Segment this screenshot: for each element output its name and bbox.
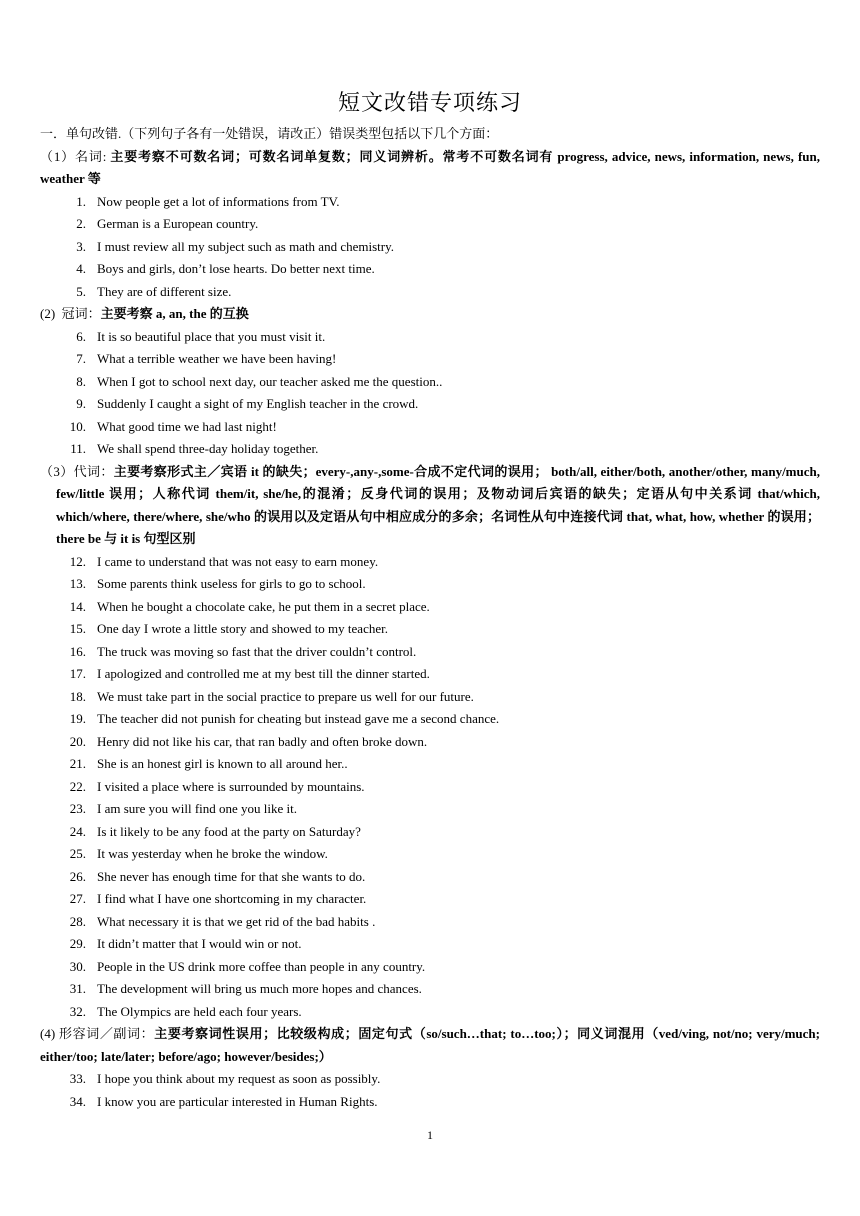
section-description: 主要考察词性误用；比较级构成；固定句式（so/such…that; to…too;）；同义词混用（ved/ving, not/no; very/much; either/too; late/later; before/ago; however/besides;） — [40, 1026, 820, 1064]
item-number: 24. — [69, 823, 86, 839]
item-number: 29. — [69, 936, 86, 951]
item-text: When he bought a chocolate cake, he put them in a secret place. — [97, 598, 430, 614]
item-number: 25. — [69, 846, 86, 861]
item-number: 9. — [76, 396, 86, 411]
item-number: 6. — [76, 328, 86, 344]
item-number: 28. — [69, 913, 86, 929]
item-text: She is an honest girl is known to all around her.. — [97, 756, 348, 771]
item-number: 11. — [70, 441, 86, 456]
list-item — [40, 416, 820, 439]
list-item — [40, 393, 820, 416]
list-item — [40, 596, 820, 619]
list-item — [40, 821, 820, 844]
item-text: I must review all my subject such as math and chemistry. — [97, 238, 395, 254]
item-text: Some parents think useless for girls to go to school. — [97, 576, 366, 591]
list-item — [40, 731, 820, 754]
item-number: 20. — [69, 733, 86, 749]
item-text: I find what I have one shortcoming in my character. — [97, 891, 367, 906]
item-number: 17. — [69, 666, 86, 681]
list-item — [40, 618, 820, 641]
item-number: 14. — [69, 598, 86, 614]
item-text: People in the US drink more coffee than people in any country. — [97, 958, 426, 974]
item-text: Boys and girls, don’t lose hearts. Do better next time. — [97, 261, 375, 276]
list-item — [40, 911, 820, 934]
section-label: (2) 冠词： — [40, 306, 101, 321]
item-text: Now people get a lot of informations from TV. — [97, 193, 340, 209]
item-text: One day I wrote a little story and showed to my teacher. — [97, 621, 388, 636]
item-number: 23. — [69, 801, 86, 816]
list-item — [40, 888, 820, 911]
item-number: 15. — [69, 621, 86, 636]
list-item — [40, 663, 820, 686]
item-number: 18. — [69, 688, 86, 704]
section-label: （3）代词： — [40, 463, 114, 479]
item-number: 33. — [69, 1071, 86, 1086]
item-number: 21. — [69, 756, 86, 771]
item-number: 32. — [69, 1003, 86, 1019]
section-description: 主要考察不可数名词；可数名词单复数；同义词辨析。常考不可数名词有 progress, advice, news, information, news, fun, weather 等 — [40, 148, 820, 186]
list-item — [40, 281, 820, 304]
item-number: 8. — [76, 373, 86, 389]
item-text: What a terrible weather we have been having! — [97, 351, 337, 366]
item-text: The development will bring us much more hopes and chances. — [97, 981, 422, 996]
item-number: 34. — [69, 1093, 86, 1109]
item-text: It didn’t matter that I would win or not. — [97, 936, 302, 951]
list-item — [40, 686, 820, 709]
page-number: 1 — [427, 1128, 433, 1142]
item-number: 19. — [69, 711, 86, 726]
section-2-heading — [40, 303, 820, 326]
item-text: It is so beautiful place that you must visit it. — [97, 328, 326, 344]
section-2-list — [40, 326, 820, 461]
item-text: I apologized and controlled me at my best till the dinner started. — [97, 666, 430, 681]
item-text: Suddenly I caught a sight of my English teacher in the crowd. — [97, 396, 419, 411]
item-text: It was yesterday when he broke the window. — [97, 846, 328, 861]
list-item — [40, 843, 820, 866]
section-4-list — [40, 1068, 820, 1113]
list-item — [40, 236, 820, 259]
section-description: 主要考察 a, an, the 的互换 — [100, 306, 249, 321]
item-number: 31. — [69, 981, 86, 996]
item-text: We must take part in the social practice to prepare us well for our future. — [97, 688, 474, 704]
section-1-list — [40, 191, 820, 304]
list-item — [40, 933, 820, 956]
item-number: 3. — [76, 238, 86, 254]
page-title: 短文改错专项练习 — [337, 91, 522, 116]
list-item — [40, 191, 820, 214]
section-label: （1）名词: — [40, 148, 111, 164]
item-text: Is it likely to be any food at the party on Saturday? — [97, 823, 361, 839]
list-item — [40, 776, 820, 799]
list-item — [40, 371, 820, 394]
list-item — [40, 708, 820, 731]
item-text: I am sure you will find one you like it. — [97, 801, 298, 816]
item-number: 12. — [69, 553, 86, 569]
item-number: 4. — [76, 261, 86, 276]
item-text: What good time we had last night! — [97, 418, 277, 434]
intro-line: 一．单句改错.（下列句子各有一处错误，请改正）错误类型包括以下几个方面： — [40, 126, 499, 141]
item-text: The truck was moving so fast that the driver couldn’t control. — [97, 643, 417, 659]
section-label: (4) 形容词／副词： — [40, 1026, 155, 1041]
list-item — [40, 438, 820, 461]
item-number: 27. — [69, 891, 86, 906]
item-number: 5. — [76, 283, 86, 299]
list-item — [40, 1068, 820, 1091]
item-text: I know you are particular interested in Human Rights. — [97, 1093, 378, 1109]
item-number: 16. — [69, 643, 86, 659]
item-text: She never has enough time for that she wants to do. — [97, 868, 366, 884]
list-item — [40, 258, 820, 281]
list-item — [40, 348, 820, 371]
item-text: The Olympics are held each four years. — [97, 1003, 302, 1019]
item-text: I hope you think about my request as soon as possibly. — [97, 1071, 381, 1086]
section-4-heading — [40, 1023, 820, 1068]
list-item — [40, 1091, 820, 1114]
item-number: 13. — [69, 576, 86, 591]
item-text: The teacher did not punish for cheating but instead gave me a second chance. — [97, 711, 500, 726]
list-item — [40, 551, 820, 574]
list-item — [40, 1001, 820, 1024]
item-number: 10. — [69, 418, 86, 434]
item-number: 30. — [69, 958, 86, 974]
item-text: Henry did not like his car, that ran badly and often broke down. — [97, 733, 428, 749]
item-number: 26. — [69, 868, 86, 884]
list-item — [40, 326, 820, 349]
item-text: I came to understand that was not easy to earn money. — [97, 553, 379, 569]
list-item — [40, 641, 820, 664]
item-text: They are of different size. — [97, 283, 232, 299]
document-body — [40, 123, 820, 1113]
section-3-heading — [40, 461, 820, 551]
list-item — [40, 213, 820, 236]
item-number: 7. — [76, 351, 86, 366]
item-text: What necessary it is that we get rid of the bad habits . — [97, 913, 376, 929]
list-item — [40, 573, 820, 596]
section-description: 主要考察形式主／宾语 it 的缺失；every-,any-,some-合成不定代词的误用； both/all, either/both, another/other, many/much, few/little 误用；人称代词 them/it, she/he,的混淆；反身代词的误用；及物动词后宾语的缺失；定语从句中关系词 that/which, which/where, there/where, she/who 的误用以及定语从句中相应成分的多余；名词性从句中连接代词 that, what, how, whether 的误用；there be 与 it is 句型区别 — [56, 463, 820, 546]
item-number: 2. — [76, 216, 86, 231]
item-text: German is a European country. — [97, 216, 259, 231]
section-1-heading — [40, 146, 820, 191]
list-item — [40, 956, 820, 979]
list-item — [40, 753, 820, 776]
list-item — [40, 866, 820, 889]
item-number: 1. — [76, 193, 86, 209]
list-item — [40, 978, 820, 1001]
list-item — [40, 798, 820, 821]
item-text: When I got to school next day, our teacher asked me the question.. — [97, 373, 443, 389]
item-text: We shall spend three-day holiday together. — [97, 441, 319, 456]
section-3-list — [40, 551, 820, 1024]
item-text: I visited a place where is surrounded by mountains. — [97, 778, 365, 794]
item-number: 22. — [69, 778, 86, 794]
